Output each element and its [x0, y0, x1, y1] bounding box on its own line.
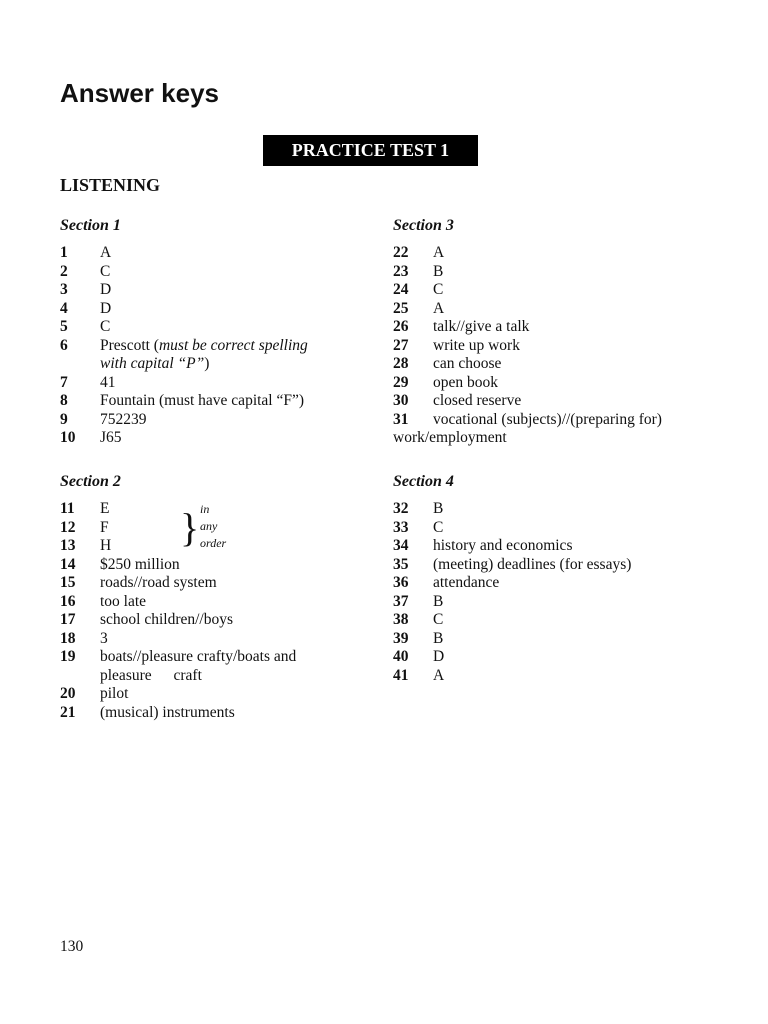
section-1-title: Section 1: [60, 217, 121, 234]
answer-number: 8: [60, 392, 68, 409]
answer-row: [393, 630, 631, 649]
answer-row: [393, 318, 662, 337]
answer-number: 15: [60, 574, 76, 591]
answer-number: 27: [393, 336, 409, 354]
answer-row: [393, 574, 631, 593]
answer-number: 5: [60, 318, 68, 335]
answer-text: (meeting) deadlines (for essays): [433, 555, 632, 573]
answer-row: [393, 392, 662, 411]
answer-row: [60, 611, 296, 630]
answer-note-italic-2: with capital “P”: [100, 355, 205, 372]
answer-text: Fountain (must have capital “F”): [100, 392, 305, 409]
answer-row: [60, 500, 296, 519]
answer-number: 32: [393, 500, 409, 517]
answer-row: [60, 374, 340, 393]
answer-row: [60, 411, 340, 430]
section-1-answers: [60, 244, 340, 448]
answer-row: [60, 648, 296, 685]
answer-number: 36: [393, 574, 409, 591]
answer-row: [60, 281, 340, 300]
answer-text: [100, 337, 340, 374]
answer-text: pilot: [100, 685, 129, 702]
answer-number: 39: [393, 629, 409, 647]
answer-row: [60, 300, 340, 319]
answer-row: [393, 667, 631, 686]
answer-text: A: [433, 666, 445, 684]
answer-number: 29: [393, 373, 409, 391]
answer-text: D: [100, 281, 112, 298]
answer-number: 14: [60, 555, 76, 573]
answer-text: B: [433, 592, 444, 610]
answer-number: 6: [60, 336, 68, 354]
answer-number: 37: [393, 592, 409, 610]
answer-row: [393, 500, 631, 519]
answer-text: D: [100, 299, 112, 317]
answer-number: 20: [60, 685, 76, 702]
answer-number: 13: [60, 537, 76, 554]
answer-row: [393, 611, 631, 630]
section-4-title: Section 4: [393, 473, 454, 490]
answer-row: [60, 593, 296, 612]
answer-text: roads//road system: [100, 574, 217, 591]
answer-row: [393, 648, 631, 667]
answer-number: 18: [60, 629, 76, 647]
answer-row: [393, 411, 662, 430]
answer-number: 4: [60, 299, 68, 317]
answer-row: [393, 263, 662, 282]
answer-text: A: [433, 299, 445, 317]
section-3-answers: [393, 244, 662, 448]
section-2-answers: [60, 500, 296, 722]
answer-text: open book: [433, 373, 499, 391]
answer-number: 7: [60, 373, 68, 391]
answer-row: [60, 630, 296, 649]
answer-text: B: [433, 629, 444, 647]
answer-number: 41: [393, 666, 409, 684]
answer-number: 31: [393, 410, 409, 428]
answer-text-line-2: pleasure craft: [100, 666, 202, 684]
answer-number: 40: [393, 648, 409, 665]
answer-row: [393, 355, 662, 374]
page-number: 130: [60, 938, 84, 955]
answer-text: 41: [100, 373, 116, 391]
answer-text: closed reserve: [433, 392, 522, 409]
answer-text: too late: [100, 592, 147, 610]
answer-number: 34: [393, 537, 409, 554]
answer-text: E: [100, 500, 110, 517]
answer-text: attendance: [433, 574, 500, 591]
answer-text: C: [433, 518, 444, 536]
answer-number: 9: [60, 410, 68, 428]
answer-row: [393, 556, 631, 575]
listening-heading: LISTENING: [60, 175, 161, 195]
answer-text: H: [100, 537, 112, 554]
answer-row: [60, 244, 340, 263]
answer-text: F: [100, 518, 109, 536]
answer-row: [60, 263, 340, 282]
answer-number: 17: [60, 611, 76, 628]
any-order-note-line: in: [200, 501, 210, 516]
answer-row: [60, 519, 296, 538]
section-2-title: Section 2: [60, 473, 121, 490]
answer-text: C: [100, 318, 111, 335]
answer-text: can choose: [433, 355, 502, 372]
answer-number: 35: [393, 555, 409, 573]
answer-row: [60, 337, 340, 374]
answer-row: [393, 300, 662, 319]
answer-row: [60, 429, 340, 448]
answer-number: 26: [393, 318, 409, 335]
page-title: Answer keys: [60, 78, 219, 108]
answer-text: C: [100, 262, 111, 280]
answer-note-italic: must be correct spelling: [158, 336, 308, 354]
answer-row: [393, 593, 631, 612]
answer-row: [393, 374, 662, 393]
answer-number: 11: [60, 500, 75, 517]
answer-text: [100, 648, 296, 685]
answer-text: school children//boys: [100, 611, 234, 628]
curly-brace-icon: }: [180, 504, 200, 550]
answer-text: C: [433, 611, 444, 628]
answer-number: 33: [393, 518, 409, 536]
answer-text: A: [433, 244, 445, 261]
answer-text: $250 million: [100, 555, 180, 573]
any-order-note-line: order: [200, 535, 227, 550]
answer-text: (musical) instruments: [100, 703, 235, 721]
answer-number: 30: [393, 392, 409, 409]
answer-row: [60, 685, 296, 704]
answer-row: [393, 281, 662, 300]
answer-text: talk//give a talk: [433, 318, 530, 335]
answer-text: B: [433, 500, 444, 517]
answer-row: [60, 556, 296, 575]
answer-text-line-1: boats//pleasure crafty/boats and: [100, 648, 297, 665]
answer-number: 12: [60, 518, 76, 536]
answer-number: 21: [60, 703, 76, 721]
answer-row: [393, 337, 662, 356]
answer-text-end: ): [204, 355, 210, 372]
answer-row: [393, 244, 662, 263]
any-order-note: [200, 501, 226, 552]
answer-number: 19: [60, 648, 76, 665]
practice-test-banner: PRACTICE TEST 1: [263, 135, 478, 166]
answer-text: J65: [100, 429, 122, 446]
answer-text: history and economics: [433, 537, 573, 554]
answer-number: 3: [60, 281, 68, 298]
answer-text: 752239: [100, 410, 147, 428]
answer-row: [393, 519, 631, 538]
answer-row: [393, 537, 631, 556]
section-3-title: Section 3: [393, 217, 454, 234]
answer-text: 3: [100, 629, 108, 647]
answer-row: [60, 704, 296, 723]
answer-number: 38: [393, 611, 409, 628]
answer-text-part: Prescott (: [100, 336, 159, 354]
answer-row: [60, 392, 340, 411]
answer-row: [60, 318, 340, 337]
answer-text: C: [433, 281, 444, 298]
answer-number: 22: [393, 244, 409, 261]
answer-text: B: [433, 262, 444, 280]
any-order-note-line: any: [200, 518, 218, 533]
answer-text: D: [433, 648, 445, 665]
answer-text: vocational (subjects)//(preparing for): [433, 410, 662, 428]
answer-row: [60, 574, 296, 593]
answer-number: 16: [60, 592, 76, 610]
answer-number: 28: [393, 355, 409, 372]
answer-number: 23: [393, 262, 409, 280]
section-4-answers: [393, 500, 631, 685]
answer-number: 10: [60, 429, 76, 446]
answer-number: 2: [60, 262, 68, 280]
answer-text: write up work: [433, 336, 520, 354]
answer-row: [60, 537, 296, 556]
answer-number: 25: [393, 299, 409, 317]
answer-number: 1: [60, 244, 68, 261]
answer-text: A: [100, 244, 112, 261]
answer-text-continued: work/employment: [393, 429, 507, 446]
answer-number: 24: [393, 281, 409, 298]
